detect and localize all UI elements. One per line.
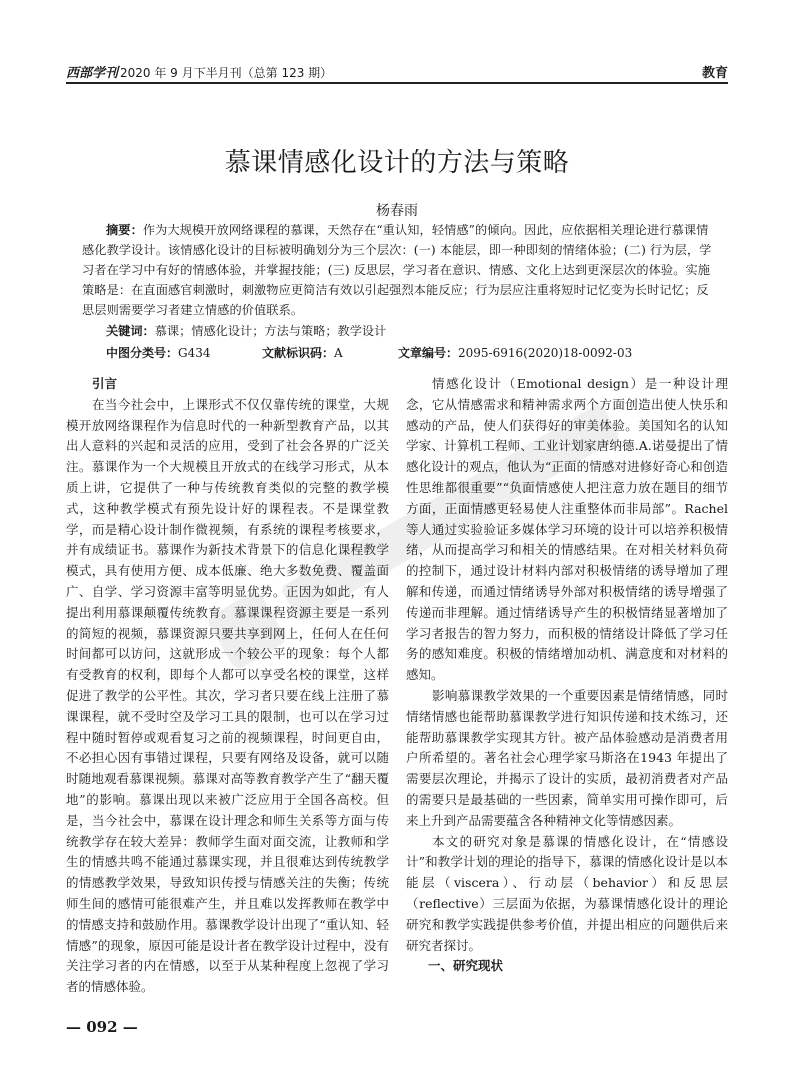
article-title: 慕课情感化设计的方法与策略 [224, 148, 570, 178]
author-name: 杨春雨 [376, 203, 418, 219]
article-number [398, 344, 632, 361]
body-paragraph: 影响慕课教学效果的一个重要因素是情绪情感，同时情绪情感也能帮助慕课教学进行知识传递和技术练习，还能帮助慕课教学实现其方针。被产品体验感动是消费者用户所希望的。著名社会心理学家马斯洛在1943 年提出了需要层次理论，并揭示了设计的实质，最初消费者对产品的需要只是最基础的一些因素，简单实用可操作即可，后来上升到产品需要蕴含各种精神文化等情感因素。 [406, 687, 728, 828]
clc-value: G434 [178, 346, 211, 360]
keywords-text: 慕课；情感化设计；方法与策略；教学设计 [154, 324, 387, 338]
section-label: 教育 [701, 66, 728, 81]
keywords-label: 关键词： [106, 324, 155, 338]
journal-issue-line [66, 62, 332, 81]
article-number-value: 2095-6916(2020)18-0092-03 [458, 346, 633, 360]
right-column [406, 374, 728, 977]
doc-code-value: A [334, 346, 343, 360]
abstract-text: 作为大规模开放网络课程的慕课，天然存在“重认知，轻情感”的倾向。因此，应依据相关理论进行慕课情感化教学设计。该情感化设计的目标被明确划分为三个层次：(一) 本能层，即一种即刻的情绪体验；(二) 行为层，学习者在学习中有好的情感体验，并掌握技能；(三) 反思层，学习者在意识、情感、文化上达到更深层次的体验。实施策略是：在直面感官刺激时，刺激物应更简洁有效以引起强烈本能反应；行为层应注重将短时记忆变为长时记忆；反思层则需要学习者建立情感的价值联系。 [82, 223, 712, 317]
issue-info: 2020 年 9 月下半月刊（总第 123 期） [120, 66, 333, 80]
page-number: — 092 — [66, 1018, 138, 1036]
clc-label: 中图分类号： [106, 346, 179, 360]
doc-code-label: 文献标识码： [262, 346, 335, 360]
header-rule [66, 82, 728, 84]
document-code [262, 344, 343, 361]
section-heading-research-status: 一、研究现状 [428, 958, 504, 974]
keywords [106, 322, 386, 339]
abstract [82, 220, 718, 320]
left-column [66, 374, 389, 998]
abstract-label: 摘要： [106, 223, 143, 237]
journal-logo: 西部学刊 [66, 66, 119, 81]
body-paragraph: 情感化设计（Emotional design）是一种设计理念，它从情感需求和精神需求两个方面创造出使人快乐和感动的产品，使人们获得好的审美体验。美国知名的认知学家、计算机工程师、工业计划家唐纳德.A.诺曼提出了情感化设计的观点，他认为“正面的情感对进修好奇心和创造性思维都很重要”“负面情感使人把注意力放在题目的细节方面，正面情感更轻易使人注重整体而非局部”。Rachel 等人通过实验验证多媒体学习环境的设计可以培养积极情绪，从而提高学习和相关的情感结果。在对相关材料负荷的控制下，通过设计材料内部对积极情绪的诱导增加了理解和传递，而通过情绪诱导外部对积极情绪的诱导增强了传递而非理解。通过情绪诱导产生的积极情绪显著增加了学习者报告的智力努力，而积极的情绪设计降低了学习任务的感知难度。积极的情绪增加动机、满意度和对材料的感知。 [406, 376, 728, 683]
section-heading-intro: 引言 [92, 376, 118, 391]
body-paragraph: 在当今社会中，上课形式不仅仅靠传统的课堂，大规模开放网络课程作为信息时代的一种新型教育产品，以其出人意料的兴起和灵活的应用，受到了社会各界的广泛关注。慕课作为一个大规模且开放式的在线学习形式，从本质上讲，它提供了一种与传统教育类似的完整的教学模式，这种教学模式有预先设计好的课程表。不是课堂教学，而是精心设计制作微视频，有系统的课程考核要求，并有成绩证书。慕课作为新技术背景下的信息化课程教学模式，具有使用方便、成本低廉、绝大多数免费、覆盖面广、自学、学习资源丰富等明显优势。正因为如此，有人提出利用慕课颠覆传统教育。慕课课程资源主要是一系列的简短的视频，慕课资源只要共享到网上，任何人在任何时间都可以访问，这就形成一个较公平的现象：每个人都有受教育的权利，即每个人都可以享受名校的课堂，这样促进了教学的公平性。其次，学习者只要在线上注册了慕课课程，就不受时空及学习工具的限制，也可以在学习过程中随时暂停或观看复习之前的视频课程，时间更自由，不必担心因有事错过课程，只要有网络及设备，就可以随时随地观看慕课视频。慕课对高等教育教学产生了“翻天覆地”的影响。慕课出现以来被广泛应用于全国各高校。但是，当今社会中，慕课在设计理念和师生关系等方面与传统教学存在较大差异：教师学生面对面交流，让教师和学生的情感共鸣不能通过慕课实现，并且很难达到传统教学的情感教学效果，导致知识传授与情感关注的失衡；传统师生间的感情可能很难产生，并且难以发挥教师在教学中的情感支持和鼓励作用。慕课教学设计出现了“重认知、轻情感”的现象，原因可能是设计者在教学设计过程中，没有关注学习者的内在情感，以至于从某种程度上忽视了学习者的情感体验。 [66, 396, 389, 995]
running-header [66, 60, 728, 80]
clc-number [106, 344, 211, 361]
body-paragraph: 本文的研究对象是慕课的情感化设计，在“情感设计”和教学计划的理论的指导下，慕课的情感化设计是以本能层（viscera）、行动层（behavior）和反思层（reflective）三层面为依据，为慕课情感化设计的理论研究和教学实践提供参考价值，并提出相应的问题供后来研究者探讨。 [406, 833, 728, 953]
article-number-label: 文章编号： [398, 346, 459, 360]
